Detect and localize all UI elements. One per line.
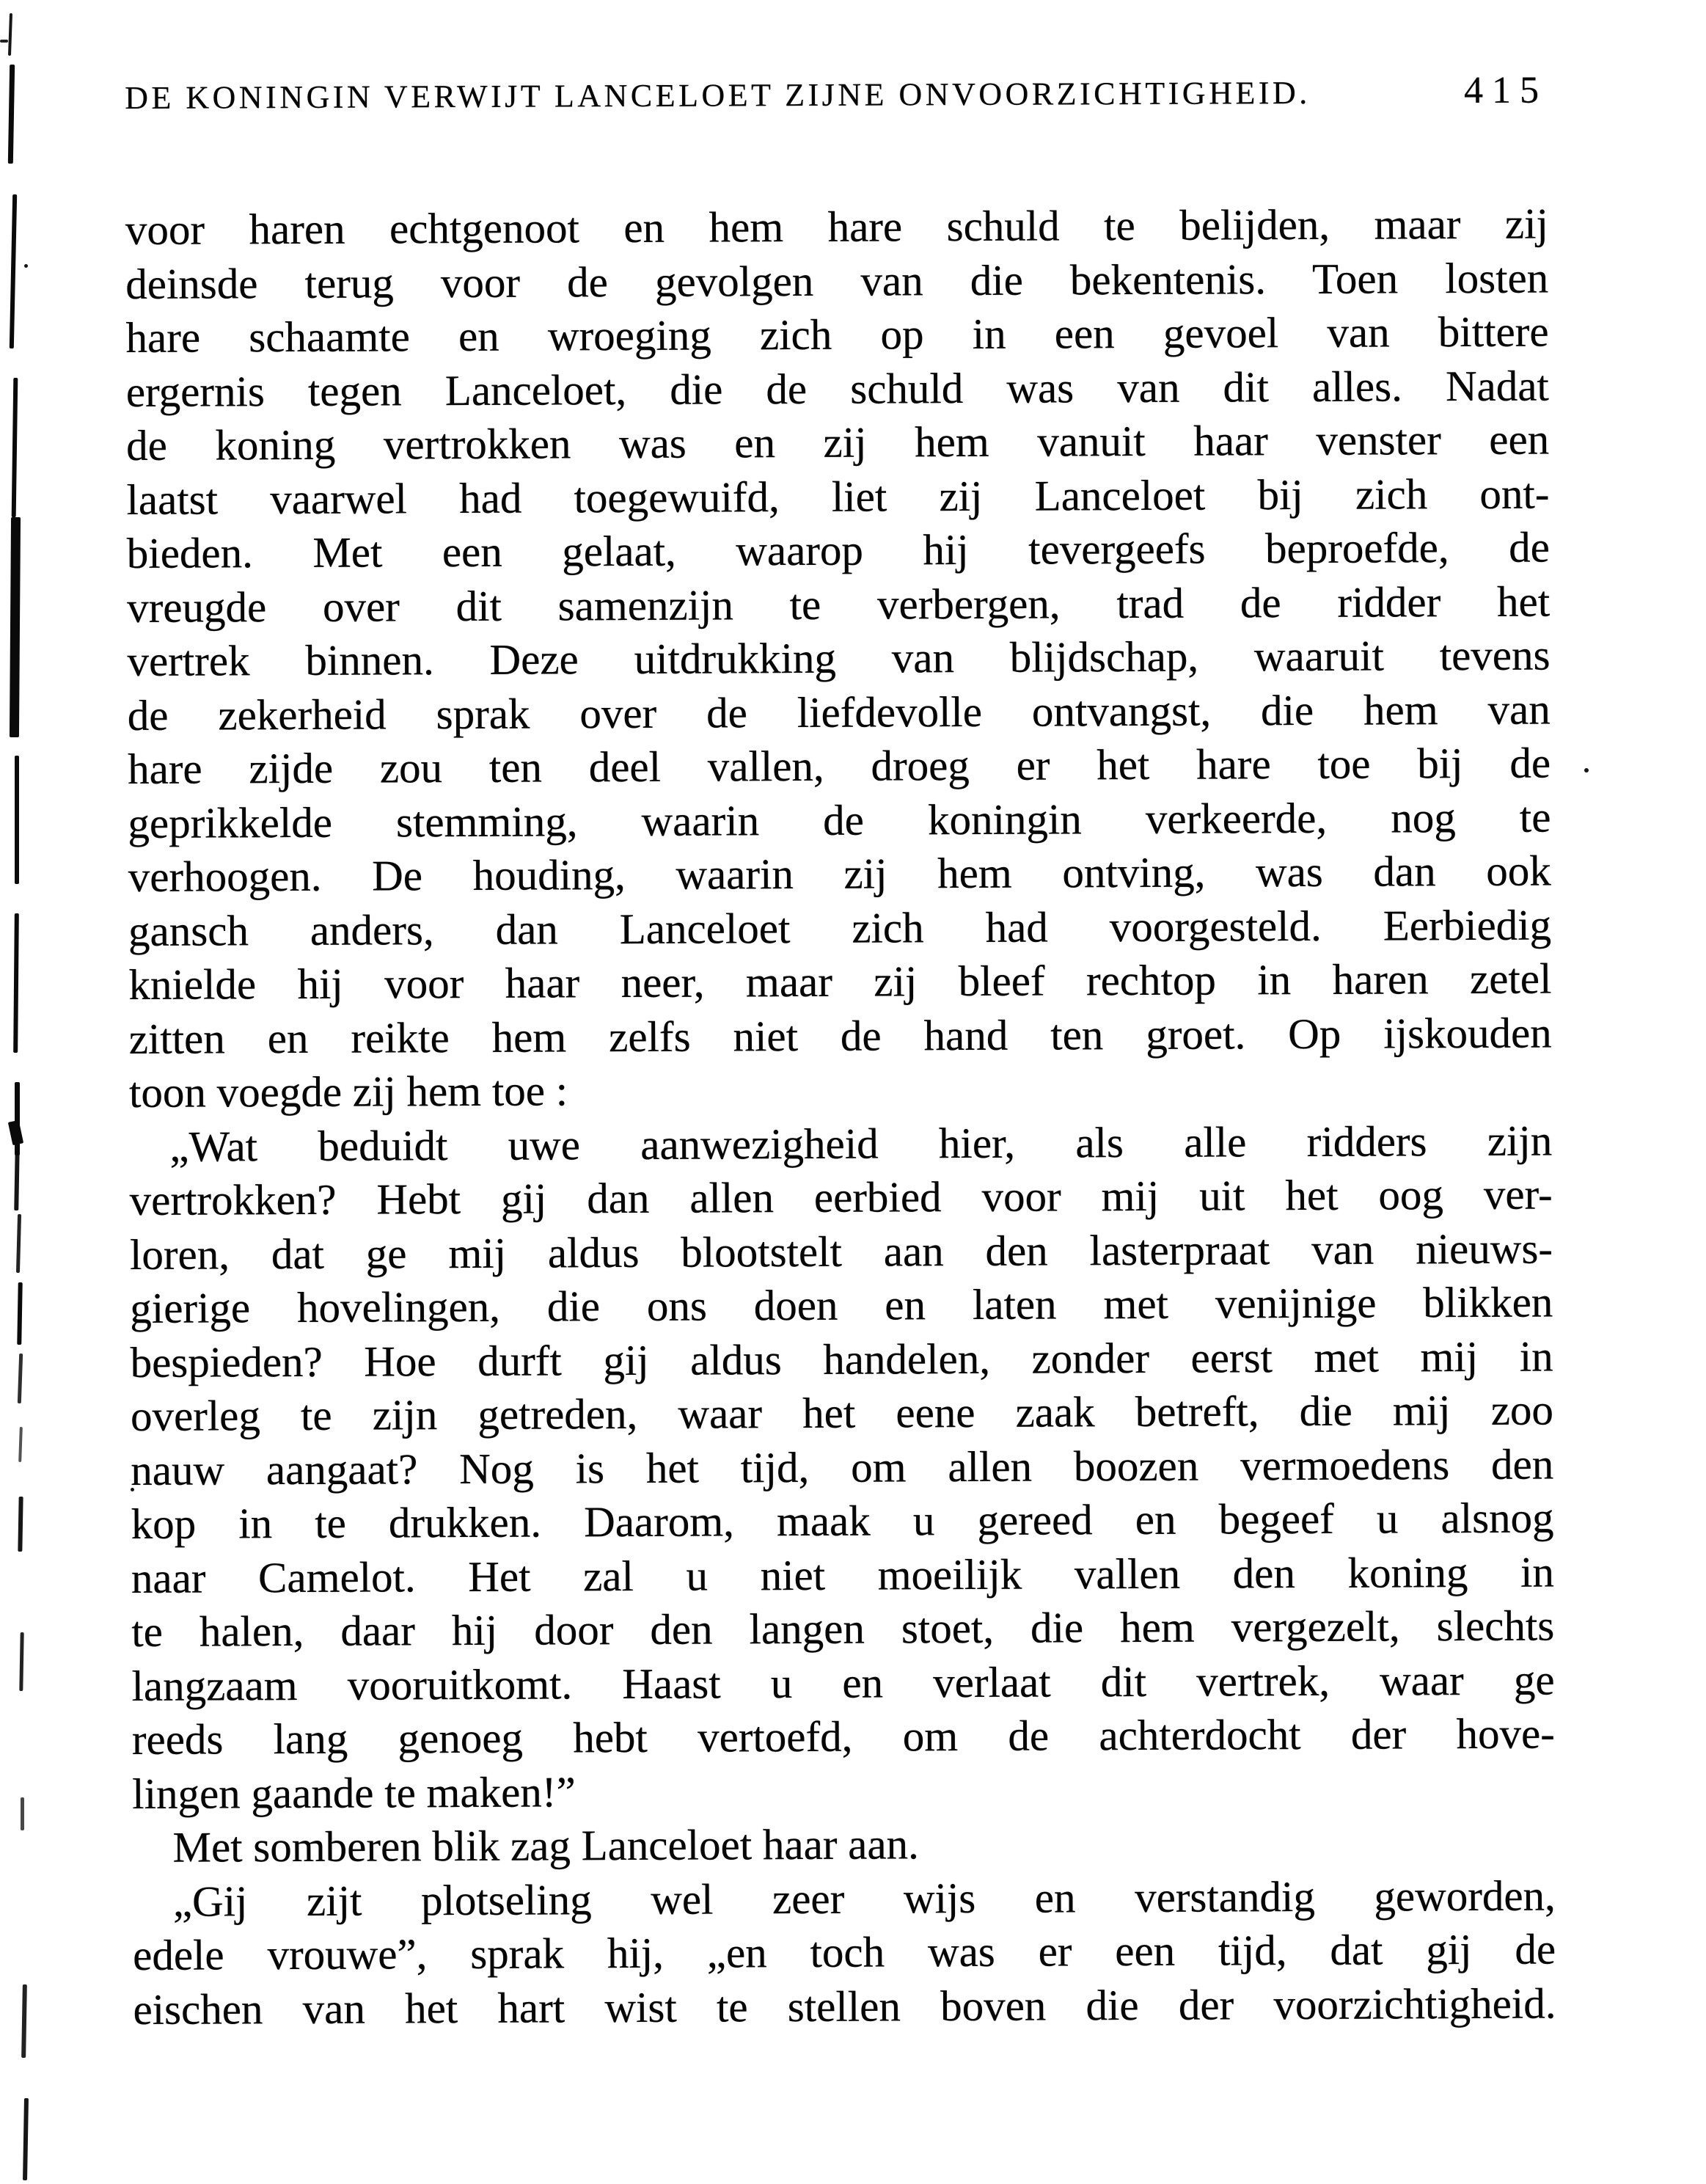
page-number: 415 [1463, 69, 1548, 112]
page-header [125, 69, 1548, 118]
text-line: nauw aangaat? Nog is het tijd, om allen boozen vermoedens den [131, 1439, 1554, 1494]
text-line: ergernis tegen Lanceloet, die de schuld was van dit alles. Nadat [125, 361, 1550, 416]
scan-mark [21, 1984, 27, 2058]
text-line: edele vrouwe”, sprak hij, „en toch was er een tijd, dat gij de [133, 1924, 1556, 1979]
scan-mark [18, 1354, 23, 1403]
text-line: loren, dat ge mij aldus blootstelt aan den lasterpraat van nieuws- [129, 1224, 1553, 1279]
text-line: vertrek binnen. Deze uitdrukking van blijdschap, waaruit tevens [127, 630, 1551, 685]
text-line: „Gij zijt plotseling wel zeer wijs en verstandig geworden, [172, 1871, 1556, 1926]
text-line: toon voegde zij hem toe : [128, 1066, 568, 1117]
scan-mark [10, 517, 21, 737]
scan-mark [12, 378, 18, 517]
text-line: vertrokken? Hebt gij dan allen eerbied voor mij uit het oog ver- [129, 1169, 1553, 1224]
text-line: langzaam vooruitkomt. Haast u en verlaat dit vertrek, waar ge [131, 1655, 1555, 1710]
text-line: deinsde terug voor de gevolgen van die bekentenis. Toen losten [125, 253, 1549, 308]
text-line: eischen van het hart wist te stellen boven die der voorzichtigheid. [133, 1979, 1556, 2034]
text-line: naar Camelot. Het zal u niet moeilijk vallen den koning in [131, 1547, 1555, 1602]
text-line: bespieden? Hoe durft gij aldus handelen, zonder eerst met mij in [130, 1332, 1553, 1387]
text-line: Met somberen blik zag Lanceloet haar aan. [172, 1819, 919, 1871]
scan-mark [19, 1632, 23, 1691]
text-line: de koning vertrokken was en zij hem vanuit haar venster een [126, 414, 1550, 470]
scan-mark [17, 1282, 22, 1345]
text-line: zitten en reikte hem zelfs niet de hand ten groet. Op ijskouden [128, 1008, 1552, 1063]
scan-mark [0, 40, 8, 43]
scan-mark [23, 2098, 29, 2180]
text-line: gierige hovelingen, die ons doen en laten met venijnige blikken [130, 1277, 1553, 1332]
text-line: reeds lang genoeg hebt vertoefd, om de achterdocht der hove- [131, 1709, 1556, 1764]
scan-mark [18, 1427, 23, 1462]
scan-mark [8, 1120, 23, 1145]
text-line: overleg te zijn getreden, waar het eene zaak betreft, die mij zoo [130, 1385, 1554, 1440]
text-line: te halen, daar hij door den langen stoet, die hem vergezelt, slechts [131, 1601, 1555, 1656]
scan-mark [8, 13, 12, 56]
text-line: laatst vaarwel had toegewuifd, liet zij Lanceloet bij zich ont- [126, 469, 1550, 524]
text-block [125, 197, 1556, 2037]
text-line: geprikkelde stemming, waarin de koningin verkeerde, nog te [128, 792, 1551, 847]
text-line: lingen gaande te maken!” [132, 1767, 576, 1818]
text-line: „Wat beduidt uwe aanwezigheid hier, als alle ridders zijn [169, 1116, 1553, 1171]
text-line: voor haren echtgenoot en hem hare schuld te belijden, maar zij [125, 199, 1549, 254]
scan-mark [16, 1214, 21, 1273]
text-line: bieden. Met een gelaat, waarop hij tevergeefs beproefde, de [126, 522, 1550, 577]
text-line: knielde hij voor haar neer, maar zij bleef rechtop in haren zetel [128, 954, 1552, 1009]
running-title: DE KONINGIN VERWIJT LANCELOET ZIJNE ONVOORZICHTIGHEID. [125, 74, 1311, 116]
scan-mark [13, 913, 19, 1053]
scan-mark [15, 756, 19, 884]
text-line: vreugde over dit samenzijn te verbergen, trad de ridder het [127, 577, 1551, 632]
text-line: verhoogen. De houding, waarin zij hem ontving, was dan ook [128, 846, 1551, 901]
scan-speck [1584, 768, 1589, 773]
text-line: gansch anders, dan Lanceloet zich had voorgesteld. Eerbiedig [128, 900, 1552, 955]
scan-mark [21, 1797, 24, 1830]
text-line: hare zijde zou ten deel vallen, droeg er het hare toe bij de [127, 738, 1551, 793]
scan-mark [18, 1497, 23, 1552]
scan-mark [8, 65, 15, 164]
text-line: kop in te drukken. Daarom, maak u gereed en begeef u alsnog [131, 1493, 1554, 1548]
page-content [125, 69, 1556, 2037]
text-line: de zekerheid sprak over de liefdevolle ontvangst, die hem van [127, 684, 1551, 739]
scan-mark [10, 194, 17, 348]
scan-mark [14, 1146, 20, 1210]
text-line: hare schaamte en wroeging zich op in een gevoel van bittere [125, 307, 1549, 362]
scan-speck [24, 264, 28, 268]
